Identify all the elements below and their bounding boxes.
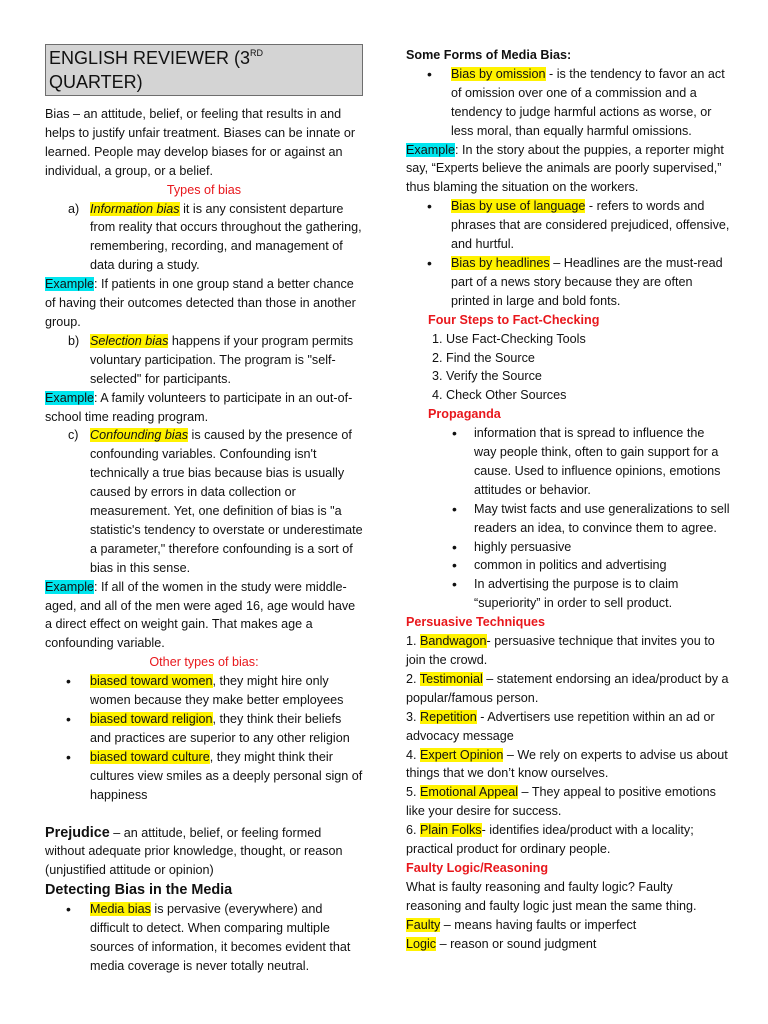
list-item: • common in politics and advertising [406,556,730,575]
term: Bias by headlines [451,255,550,270]
term: Bandwagon [420,634,487,649]
term: biased toward religion [90,712,213,726]
term: Media bias [90,902,151,917]
term: Bias by omission [451,66,546,81]
page-title: ENGLISH REVIEWER (3RD QUARTER) [45,44,363,96]
other-types-list [45,672,363,804]
propaganda-list [406,424,730,613]
list-item: • Bias by omission - is the tendency to favor an act of omission over one of a commission and a tendency to judge harmful actions as worse, or less moral, than equally harmful omissions. [406,65,730,141]
term: Bias by use of language [451,199,586,214]
forms-list [406,197,730,310]
example-paragraph: Example: If all of the women in the study were middle-aged, and all of the men were aged 16, age would have a direct effect on weight gain. That makes age a confounding variable. [45,579,356,651]
term: Emotional Appeal [420,785,519,800]
list-item: 2. Find the Source [432,350,535,365]
techniques-list [406,632,730,859]
term: Logic [406,936,437,951]
persuasive-heading: Persuasive Techniques [406,615,546,630]
list-item: • information that is spread to influence the way people think, often to gain support for a cause. Used to influence opinions, emotions attitudes or behavior. [406,424,730,500]
term: Testimonial [419,671,483,686]
example-paragraph: Example: In the story about the puppies, a reporter might say, “Experts believe the animals are poorly supervised,” thus blaming the situation on the workers. [406,142,724,195]
list-item: • Bias by use of language - refers to words and phrases that are considered prejudiced, offensive, and hurtful. [406,197,730,254]
term: Expert Opinion [420,747,504,762]
list-item: • Bias by headlines – Headlines are the must-read part of a news story because they are often printed in large and bold fonts. [406,254,730,311]
forms-heading: Some Forms of Media Bias: [406,48,572,62]
example-label: Example [45,277,94,292]
list-item: 1. Bandwagon- persuasive technique that invites you to join the crowd. [406,634,715,667]
list-item: • Media bias is pervasive (everywhere) and difficult to detect. When comparing multiple sources of information, it becomes evident that media coverage is never totally neutral. [45,900,363,976]
list-item: 2. Testimonial – statement endorsing an idea/product by a popular/famous person. [406,671,729,705]
list-item: • biased toward religion, they think their beliefs and practices are superior to any other religion [45,710,363,748]
prejudice-definition: Prejudice – an attitude, belief, or feeling formed without adequate prior knowledge, thought, or reason (unjustified attitude or opinion) [45,824,343,878]
example-paragraph: Example: If patients in one group stand a better chance of having their outcomes detected than those in another group. [45,277,356,329]
term: Prejudice [45,824,110,841]
propaganda-heading: Propaganda [428,407,501,422]
types-list [45,200,363,276]
term: Information bias [90,201,180,216]
faulty-logic-text: What is faulty reasoning and faulty logic? Faulty reasoning and faulty logic just mean the same thing. [406,879,697,913]
faulty-logic-heading: Faulty Logic/Reasoning [406,860,549,875]
term: Confounding bias [90,428,189,443]
list-item: • In advertising the purpose is to claim “superiority” in order to sell product. [406,575,730,613]
example-label: Example [406,142,455,157]
example-label: Example [45,390,94,405]
media-bias-list [45,900,363,976]
term: biased toward women [90,674,213,689]
spacer [45,805,363,824]
list-item: • biased toward women, they might hire only women because they make better employees [45,672,363,710]
term: Repetition [420,709,477,724]
fact-steps-list [406,330,730,406]
list-item: b) Selection bias happens if your program permits voluntary participation. The program is "self-selected" for participants. [68,333,354,386]
list-item: • highly persuasive [406,538,730,557]
list-item: 6. Plain Folks- identifies idea/product with a locality; practical product for ordinary people. [406,823,694,857]
list-item: • biased toward culture, they might think their cultures view smiles as a deeply personal sign of happiness [45,748,363,805]
list-item: 5. Emotional Appeal – They appeal to positive emotions like your desire for success. [406,785,716,819]
bias-definition: Bias – an attitude, belief, or feeling that results in and helps to justify unfair treatment. Biases can be innate or learned. People may develop biases for or against an individual, a group, or a belief. [45,107,356,178]
term: biased toward culture [90,749,210,764]
example-label: Example [45,579,94,594]
types-list [45,332,363,389]
forms-list [406,65,730,141]
term: Selection bias [90,333,169,348]
left-column [45,44,363,976]
types-list [45,426,363,577]
logic-definition: Logic – reason or sound judgment [406,936,597,951]
list-item: 4. Expert Opinion – We rely on experts to advise us about things that we don’t know ourselves. [406,747,728,781]
list-item: c) Confounding bias is caused by the presence of confounding variables. Confounding isn't technically a true bias because bias is usually caused by errors in data collection or measurement. Yet, one definition of bias is "a statistic's tendency to overstate or underestimate a parameter," therefore confounding is a sort of bias in this sense. [68,428,363,575]
fact-checking-heading: Four Steps to Fact-Checking [428,312,600,327]
right-column [406,46,730,954]
faulty-definition: Faulty – means having faults or imperfect [406,917,637,932]
term: Plain Folks [420,823,482,838]
list-item: 1. Use Fact-Checking Tools [432,331,586,346]
types-heading: Types of bias [166,182,242,197]
list-item: 4. Check Other Sources [432,388,567,403]
list-item: 3. Repetition - Advertisers use repetition within an ad or advocacy message [406,709,715,743]
list-item: a) Information bias it is any consistent departure from reality that occurs throughout the gathering, remembering, recording, and management of data during a study. [68,201,362,273]
list-item: • May twist facts and use generalizations to sell readers an idea, to convince them to agree. [406,500,730,538]
detecting-heading: Detecting Bias in the Media [45,882,233,899]
other-types-heading: Other types of bias: [149,655,259,670]
list-item: 3. Verify the Source [432,369,542,384]
example-paragraph: Example: A family volunteers to participate in an out-of-school time reading program. [45,390,353,424]
term: Faulty [406,917,441,932]
